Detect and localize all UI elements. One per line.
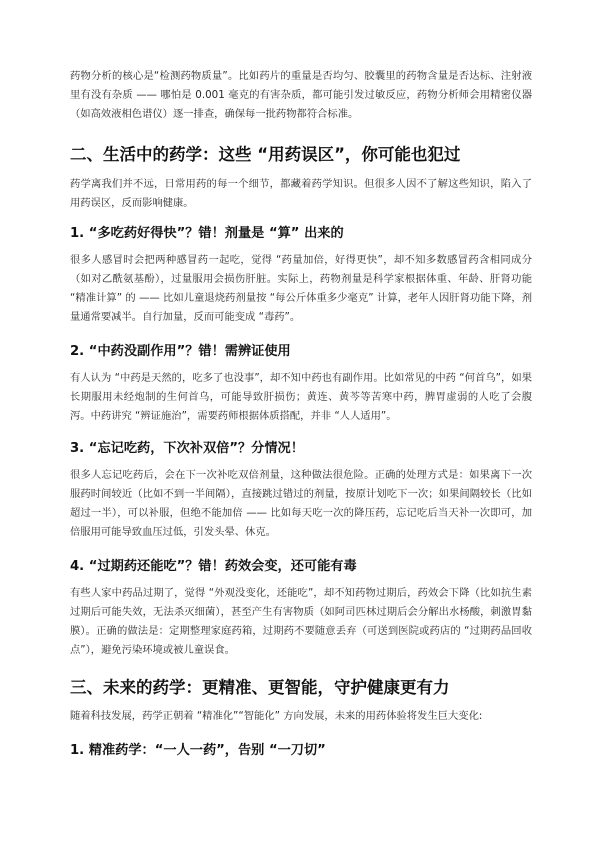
section-2-item-1-title: 1. “多吃药好得快”？错！剂量是 “算” 出来的	[70, 226, 344, 241]
section-3-item-1-title: 1. 精准药学：“一人一药”，告别 “一刀切”	[70, 743, 326, 758]
section-2-item-4-body: 有些人家中药品过期了，觉得 “外观没变化，还能吃”，却不知药物过期后，药效会下降（比如抗生素过期后可能失效，无法杀灭细菌），甚至产生有害物质（如阿司匹林过期后会分解出水杨酸，刺激胃黏膜）。正确的做法是：定期整理家庭药箱，过期药不要随意丢弃（可送到医院或药店的 “过期药品回收点”），避免污染环境或被儿童误食。	[70, 587, 532, 656]
section-2-item-3-title: 3. “忘记吃药，下次补双倍”？分情况！	[70, 441, 304, 456]
intro-paragraph: 药物分析的核心是“检测药物质量”。比如药片的重量是否均匀、胶囊里的药物含量是否达标、注射液里有没有杂质 —— 哪怕是 0.001 毫克的有害杂质，都可能引发过敏反应，药物分析师会用精密仪器（如高效液相色谱仪）逐一排查，确保每一批药物都符合标准。	[70, 70, 532, 120]
section-2-item-2-title: 2. “中药没副作用”？错！需辨证使用	[70, 344, 291, 359]
section-2-item-4-title: 4. “过期药还能吃”？错！药效会变，还可能有毒	[70, 559, 357, 574]
section-3-intro: 随着科技发展，药学正朝着 “精准化”“智能化” 方向发展，未来的用药体验将发生巨大变化:	[70, 710, 483, 722]
section-2-heading: 二、生活中的药学：这些 “用药误区”，你可能也犯过	[70, 145, 461, 164]
section-2-item-1-body: 很多人感冒时会把两种感冒药一起吃，觉得 “药量加倍，好得更快”，却不知多数感冒药含相同成分（如对乙酰氨基酚），过量服用会损伤肝脏。实际上，药物剂量是科学家根据体重、年龄、肝肾功能 “精准计算” 的 —— 比如儿童退烧药剂量按 “每公斤体重多少毫克” 计算，老年人因肝肾功能下降，剂量通常要减半。自行加量，反而可能变成 “毒药”。	[70, 254, 532, 323]
section-2-intro: 药学离我们并不远，日常用药的每一个细节，都藏着药学知识。但很多人因不了解这些知识，陷入了用药误区，反而影响健康。	[70, 178, 532, 209]
section-3-heading: 三、未来的药学：更精准、更智能，守护健康更有力	[70, 678, 450, 697]
section-2-item-2-body: 有人认为 “中药是天然的，吃多了也没事”，却不知中药也有副作用。比如常见的中药 “何首乌”，如果长期服用未经炮制的生何首乌，可能导致肝损伤；黄连、黄芩等苦寒中药，脾胃虚弱的人吃了会腹泻。中药讲究 “辨证施治”，需要药师根据体质搭配，并非 “人人适用”。	[70, 372, 532, 422]
section-2-item-3-body: 很多人忘记吃药后，会在下一次补吃双倍剂量，这种做法很危险。正确的处理方式是：如果离下一次服药时间较近（比如不到一半间隔），直接跳过错过的剂量，按原计划吃下一次；如果间隔较长（比如超过一半），可以补服，但绝不能加倍 —— 比如每天吃一次的降压药，忘记吃后当天补一次即可，加倍服用可能导致血压过低，引发头晕、休克。	[70, 469, 532, 538]
